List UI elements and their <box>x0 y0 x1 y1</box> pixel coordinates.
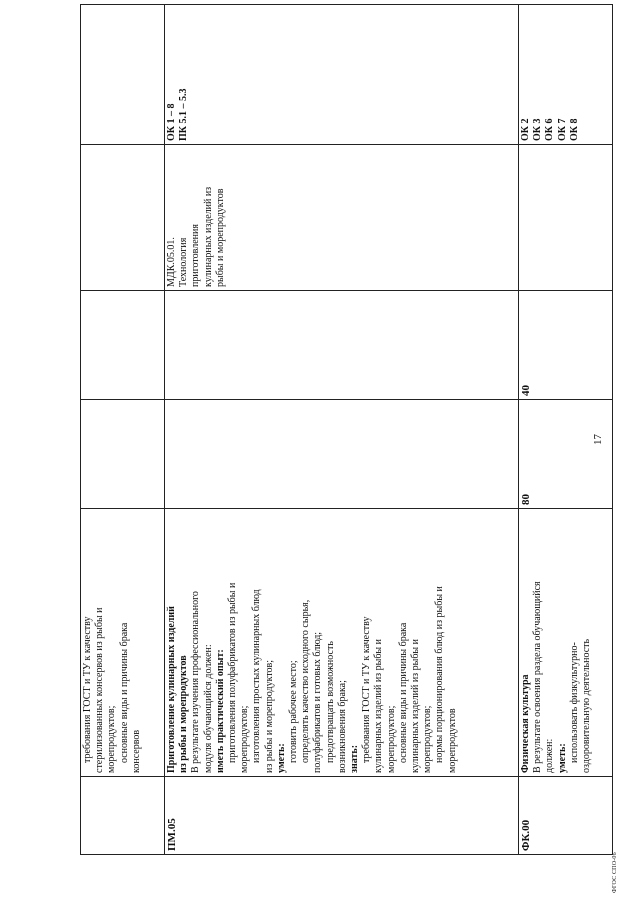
discipline-cell <box>81 145 165 291</box>
module-title: Физическая культура <box>520 674 531 773</box>
text-line: морепродуктов; <box>239 705 251 773</box>
text-line: возникновения брака; <box>336 680 348 773</box>
text-line: требования ГОСТ и ТУ к качеству <box>82 616 93 763</box>
competency-code: ОК 1 – 8 <box>166 103 177 141</box>
competency-code: ОК 8 <box>568 118 580 141</box>
competency-code: ОК 3 <box>532 118 544 141</box>
text-line: изготовления простых кулинарных блюд <box>251 589 263 763</box>
text-line: основные виды и причины брака <box>397 622 409 763</box>
text-line: морепродуктов; <box>106 705 118 773</box>
text-line: кулинарных изделий из рыбы и <box>410 639 422 773</box>
competency-code: ОК 7 <box>556 118 568 141</box>
competencies-cell <box>165 5 519 145</box>
text-line: должен: <box>544 738 556 773</box>
discipline-line: кулинарных изделий из <box>202 186 214 287</box>
max-hours-cell <box>81 400 165 509</box>
content-cell <box>519 509 613 777</box>
table-row <box>81 5 165 855</box>
discipline-cell <box>165 145 519 291</box>
competency-code: ПК 5.1 – 5.3 <box>178 88 190 141</box>
curriculum-table <box>80 4 613 855</box>
module-code-cell <box>81 777 165 855</box>
discipline-line: рыбы и морепродуктов <box>214 188 226 287</box>
competency-code: ОК 2 <box>520 118 531 141</box>
text-line: В результате изучения профессионального <box>190 591 202 773</box>
section-label-experience: иметь практический опыт: <box>214 649 226 773</box>
text-line: использовать физкультурно- <box>568 642 580 763</box>
section-label-skills: уметь: <box>556 743 568 773</box>
module-title: из рыбы и морепродуктов <box>178 655 190 773</box>
text-line: морепродуктов <box>446 708 458 773</box>
text-line: стерилизованных консервов из рыбы и <box>94 607 106 773</box>
text-line: нормы порционирования блюд из рыбы и <box>434 586 446 763</box>
mandatory-hours: 40 <box>520 385 532 396</box>
text-line: морепродуктов; <box>385 705 397 773</box>
text-line: из рыбы и морепродуктов; <box>263 659 275 773</box>
text-line: готовить рабочее место; <box>288 660 300 763</box>
text-line: кулинарных изделий из рыбы и <box>373 639 385 773</box>
max-hours: 80 <box>520 494 532 505</box>
mandatory-hours-cell <box>165 291 519 400</box>
content-cell <box>165 509 519 777</box>
module-code: ПМ.05 <box>166 818 178 851</box>
module-code-cell <box>165 777 519 855</box>
discipline-cell <box>519 145 613 291</box>
competency-code: ОК 6 <box>544 118 556 141</box>
module-code: ФК.00 <box>520 819 532 851</box>
section-label-knowledge: знать: <box>349 744 361 773</box>
mandatory-hours-cell <box>81 291 165 400</box>
text-line: определять качество исходного сырья, <box>300 599 312 763</box>
module-code-cell <box>519 777 613 855</box>
page-number: 17 <box>592 434 604 445</box>
max-hours-cell <box>165 400 519 509</box>
discipline-line: приготовления <box>190 224 202 287</box>
section-label-skills: уметь: <box>275 743 287 773</box>
module-title: Приготовление кулинарных изделий <box>166 606 177 773</box>
text-line: основные виды и причины брака <box>118 622 130 763</box>
text-line: требования ГОСТ и ТУ к качеству <box>361 616 373 763</box>
table-row <box>519 5 613 855</box>
mandatory-hours-cell <box>519 291 613 400</box>
text-line: предотвращать возможность <box>324 641 336 763</box>
text-line: оздоровительную деятельность <box>581 638 593 773</box>
competencies-cell <box>81 5 165 145</box>
content-cell <box>81 509 165 777</box>
max-hours-cell <box>519 400 613 509</box>
discipline-line: МДК.05.01. <box>166 237 177 287</box>
text-line: консервов <box>130 729 142 773</box>
table-row <box>165 5 519 855</box>
text-line: полуфабрикатов и готовых блюд; <box>312 631 324 773</box>
text-line: морепродуктов; <box>422 705 434 773</box>
text-line: В результате освоения раздела обучающийся <box>532 581 544 773</box>
discipline-line: Технология <box>178 237 190 287</box>
text-line: модуля обучающийся должен: <box>202 644 214 773</box>
text-line: приготовления полуфабрикатов из рыбы и <box>227 582 239 763</box>
footer-standard-label: ФГОС СПО-06 <box>612 852 618 893</box>
competencies-cell <box>519 5 613 145</box>
